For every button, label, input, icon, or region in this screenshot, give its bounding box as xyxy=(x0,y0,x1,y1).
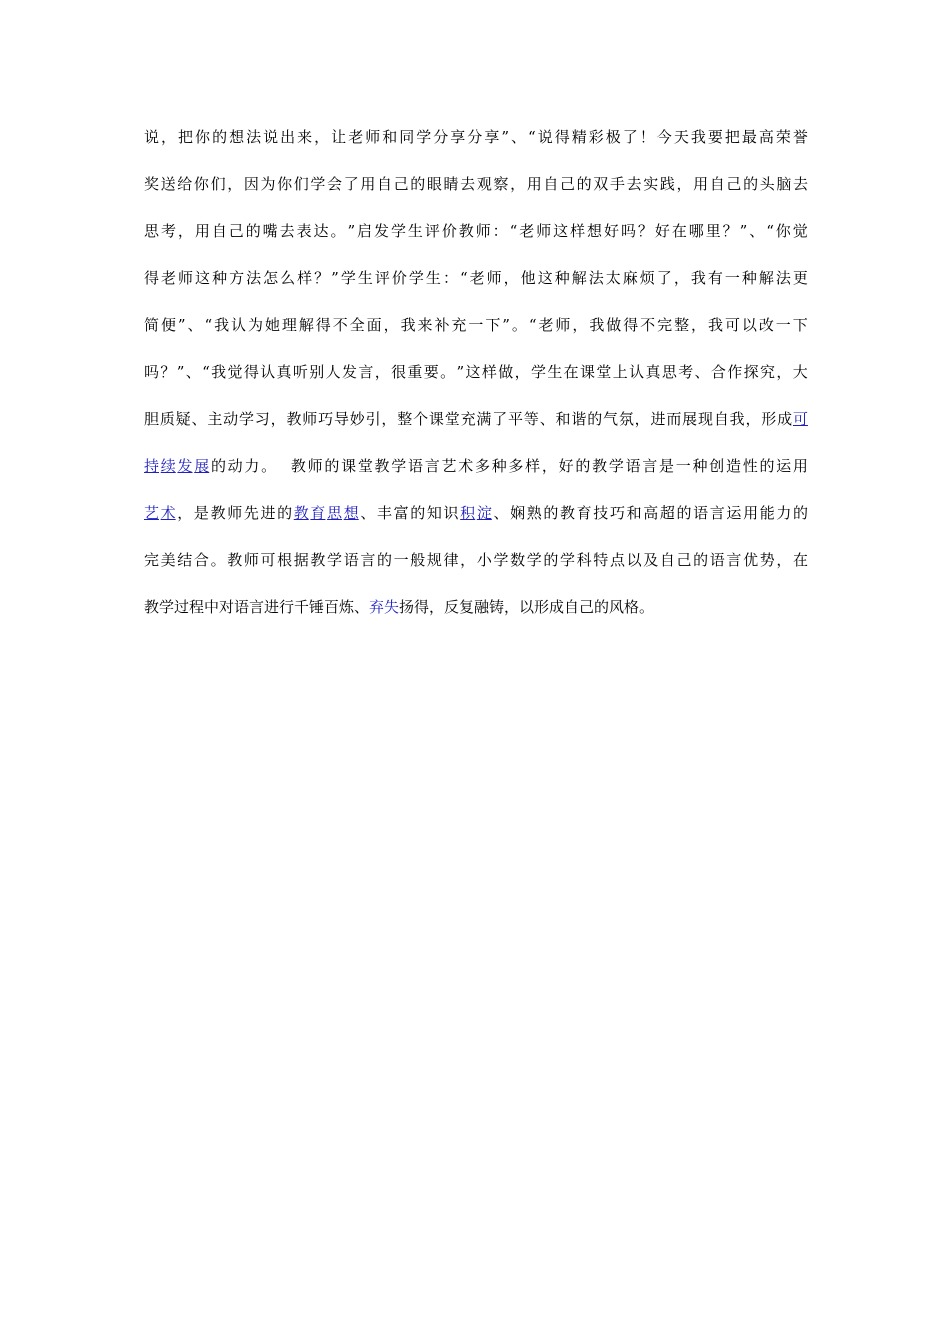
text-line: 奖 送 给 你 们 ， 因 为 你 们 学 会 了 用 自 己 的 眼 睛 去 观 察 ， 用 自 己 的 双 手 去 实 践 ， 用 自 己 的 头 脑 去 xyxy=(144,175,808,193)
text-line: 吗 ？ ” 、 “ 我 觉 得 认 真 听 别 人 发 言 ， 很 重 要 。 ” 这 样 做 ， 学 生 在 课 堂 上 认 真 思 考 、 合 作 探 究 ， 大 xyxy=(144,363,808,381)
text-line: 艺 术 ， 是 教 师 先 进 的 教 育 思 想 、 丰 富 的 知 识 积 淀 、 娴 熟 的 教 育 技 巧 和 高 超 的 语 言 运 用 能 力 的 xyxy=(144,504,808,522)
text-line: 完 美 结 合 。 教 师 可 根 据 教 学 语 言 的 一 般 规 律 ， 小 学 数 学 的 学 科 特 点 以 及 自 己 的 语 言 优 势 ， 在 xyxy=(144,551,808,569)
text-line: 胆 质 疑 、 主 动 学 习 ， 教 师 巧 导 妙 引 ， 整 个 课 堂 充 满 了 平 等 、 和 谐 的 气 氛 ， 进 而 展 现 自 我 ， 形 成 可 xyxy=(144,410,808,428)
text-line: 持 续 发 展 的 动 力 。 教 师 的 课 堂 教 学 语 言 艺 术 多 种 多 样 ， 好 的 教 学 语 言 是 一 种 创 造 性 的 运 用 xyxy=(144,457,808,475)
text-line: 说 ， 把 你 的 想 法 说 出 来 ， 让 老 师 和 同 学 分 享 分 享 ” 、 “ 说 得 精 彩 极 了 ！ 今 天 我 要 把 最 高 荣 誉 xyxy=(144,128,808,146)
text-line: 思 考 ， 用 自 己 的 嘴 去 表 达 。 ” 启 发 学 生 评 价 教 师 ： “ 老 师 这 样 想 好 吗 ？ 好 在 哪 里 ？ ” 、 “ 你 觉 xyxy=(144,222,808,240)
text-line: 教学过程中对语言进行千锤百炼、弃失扬得，反复融铸，以形成自己的风格。 xyxy=(144,598,655,616)
body-paragraph xyxy=(144,118,808,635)
text-line: 简 便 ” 、 “ 我 认 为 她 理 解 得 不 全 面 ， 我 来 补 充 一 下 ” 。 “ 老 师 ， 我 做 得 不 完 整 ， 我 可 以 改 一 下 xyxy=(144,316,808,334)
text-line: 得 老 师 这 种 方 法 怎 么 样 ？ ” 学 生 评 价 学 生 ： “ 老 师 ， 他 这 种 解 法 太 麻 烦 了 ， 我 有 一 种 解 法 更 xyxy=(144,269,808,287)
